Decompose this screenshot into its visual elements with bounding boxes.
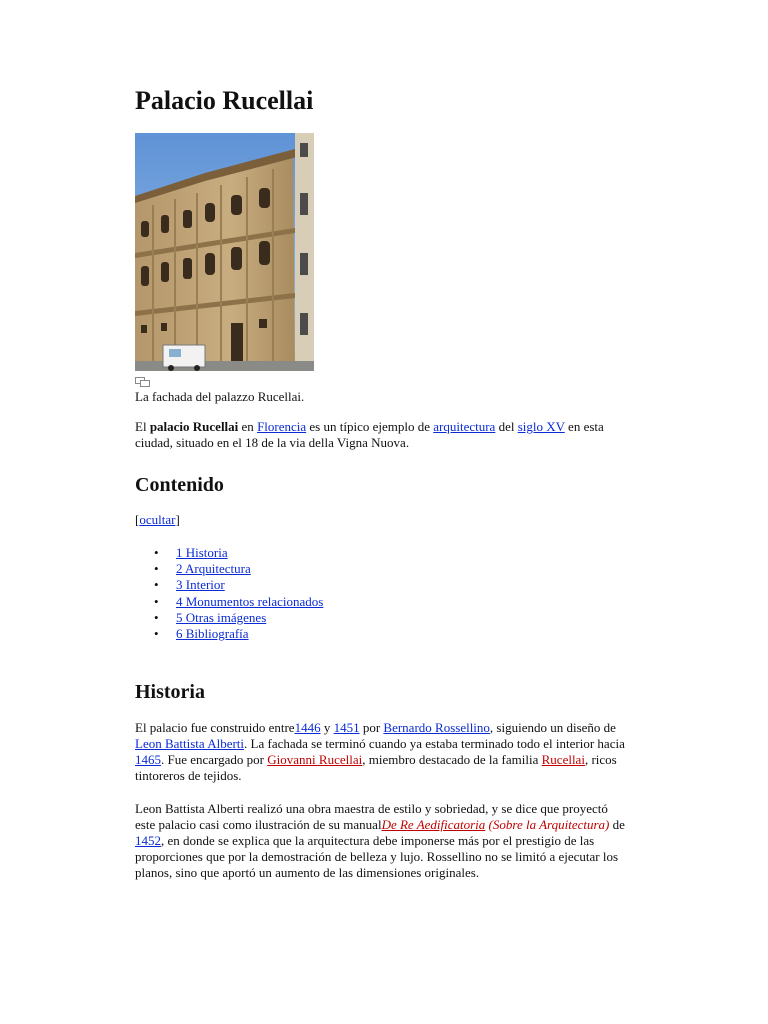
link-giovanni-rucellai[interactable]: Giovanni Rucellai: [267, 752, 363, 767]
bold-term: palacio Rucellai: [149, 419, 239, 434]
link-de-re-aedificatoria[interactable]: De Re Aedificatoria: [381, 817, 486, 832]
toc-item: • 6 Bibliografía: [154, 626, 249, 642]
hide-toc-link[interactable]: ocultar: [139, 512, 176, 527]
toc-link-historia[interactable]: 1 Historia: [176, 545, 228, 560]
image-caption: La fachada del palazzo Rucellai.: [135, 389, 305, 404]
link-1452[interactable]: 1452: [135, 833, 161, 848]
toc-link-imagenes[interactable]: 5 Otras imágenes: [176, 609, 267, 625]
toc-list: [135, 545, 323, 642]
link-siglo-xv[interactable]: siglo XV: [517, 419, 565, 434]
toc-item: • 1 Historia: [154, 545, 228, 560]
toc-link-monumentos[interactable]: 4 Monumentos relacionados: [176, 593, 324, 609]
link-1446[interactable]: 1446: [294, 720, 321, 735]
link-florencia[interactable]: Florencia: [257, 419, 307, 434]
intro-paragraph: El palacio Rucellai en Florencia es un típico ejemplo de arquitectura del siglo XV en esta ciudad, situado en el 18 de la via della Vigna Nuova.: [135, 419, 604, 450]
link-arquitectura[interactable]: arquitectura: [433, 419, 496, 434]
toc-heading: Contenido: [135, 474, 224, 496]
section-heading-historia: Historia: [135, 681, 205, 703]
toc-item: • 3 Interior: [154, 577, 225, 593]
toc-item: • 5 Otras imágenes: [154, 609, 267, 625]
toc-item: • 2 Arquitectura: [154, 561, 251, 577]
toc-link-interior[interactable]: 3 Interior: [176, 577, 225, 593]
link-1465[interactable]: 1465: [135, 752, 161, 767]
link-leon-battista-alberti[interactable]: Leon Battista Alberti: [135, 736, 245, 751]
palazzo-facade-image: [135, 133, 314, 371]
toc-toggle: [ocultar]: [135, 512, 180, 527]
link-rucellai[interactable]: Rucellai: [541, 752, 585, 767]
historia-paragraph-1: El palacio fue construido entre1446 y 1451 por Bernardo Rossellino, siguiendo un diseño de Leon Battista Alberti. La fachada se terminó cuando ya estaba terminado todo el interior hacia 1465. Fue encargado por Giovanni Rucellai, miembro destacado de la familia Rucellai, ricos tintoreros de tejidos.: [135, 720, 625, 783]
enlarge-icon[interactable]: [135, 377, 151, 387]
link-bernardo-rossellino[interactable]: Bernardo Rossellino: [383, 720, 490, 735]
toc-link-arquitectura[interactable]: 2 Arquitectura: [176, 561, 251, 577]
link-1451[interactable]: 1451: [333, 720, 360, 735]
toc-link-bibliografia[interactable]: 6 Bibliografía: [176, 626, 249, 642]
page-title: Palacio Rucellai: [135, 86, 314, 115]
toc-item: • 4 Monumentos relacionados: [154, 593, 324, 609]
historia-paragraph-2: Leon Battista Alberti realizó una obra maestra de estilo y sobriedad, y se dice que proyectó este palacio casi como ilustración de su manualDe Re Aedificatoria (Sobre la Arquitectura) de 1452, en donde se explica que la arquitectura debe imponerse más por el prestigio de las proporciones que por la demostración de belleza y lujo. Rossellino no se limitó a ejecutar los planos, sino que aportó un aumento de las dimensiones originales.: [135, 801, 625, 880]
palazzo-photo[interactable]: [135, 133, 314, 371]
